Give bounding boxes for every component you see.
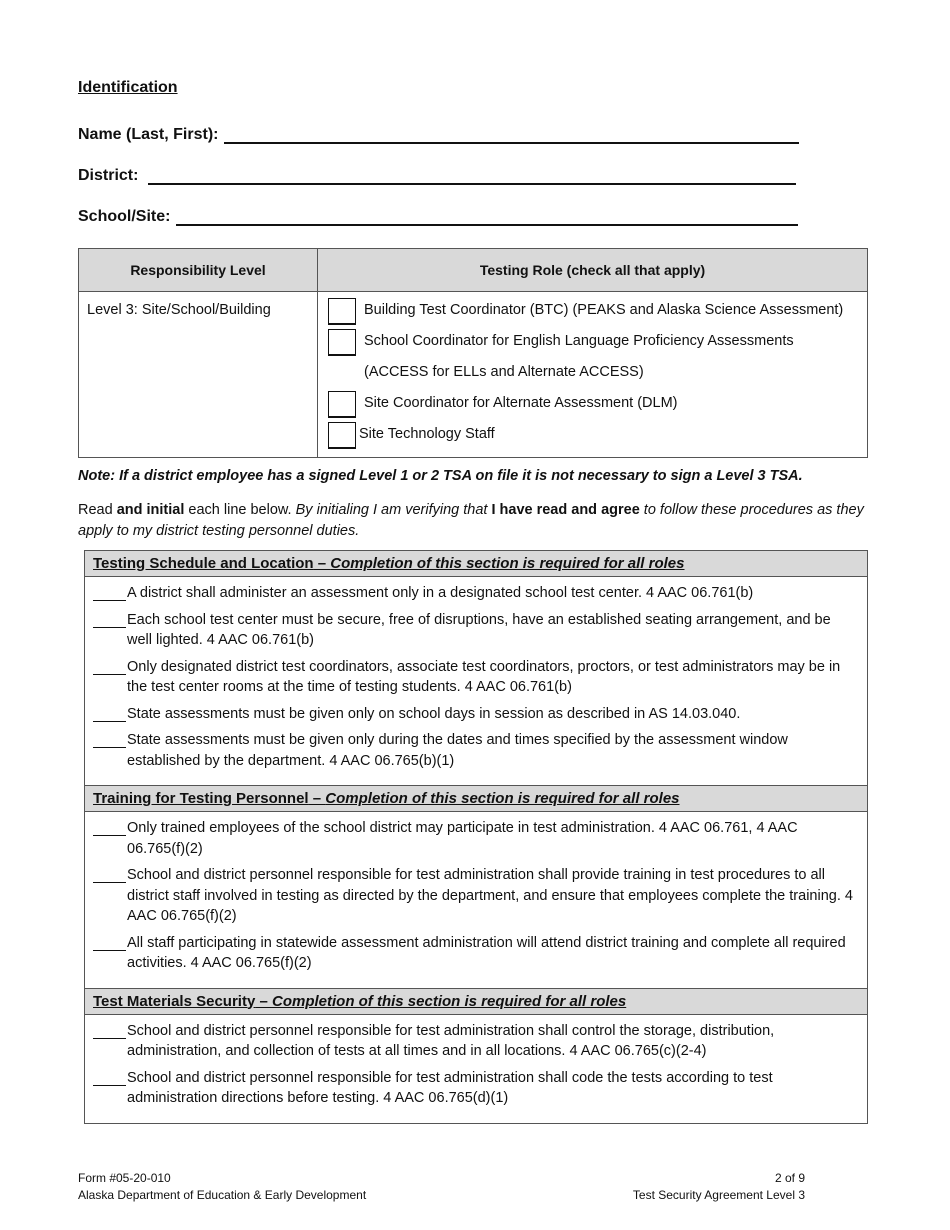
footer-left — [78, 1170, 366, 1204]
role-checkbox-elp-coordinator[interactable] — [328, 329, 356, 356]
list-item — [93, 818, 859, 859]
section-title-schedule: Testing Schedule and Location — [93, 555, 314, 572]
identification-heading: Identification — [78, 79, 178, 96]
instructions-paragraph — [78, 500, 873, 542]
list-item — [93, 583, 859, 604]
responsibility-level-value: Level 3: Site/School/Building — [79, 292, 318, 458]
list-item — [93, 730, 859, 771]
district-field-line[interactable] — [148, 168, 796, 185]
role-label-technology-staff: Site Technology Staff — [359, 426, 495, 442]
department-name: Alaska Department of Education & Early Development — [78, 1188, 367, 1202]
section-subtitle-materials: Completion of this section is required for all roles — [271, 992, 627, 1010]
school-site-field-label: School/Site: — [78, 208, 171, 225]
section-title-training: Training for Testing Personnel — [93, 790, 309, 807]
list-item — [93, 1021, 859, 1062]
section-header-training: Training for Testing Personnel – Completion of this section is required for all roles — [85, 786, 867, 812]
intro-part-5: I have read and agree — [491, 502, 640, 518]
tsa-note: Note: If a district employee has a signed Level 1 or 2 TSA on file it is not necessary to sign a Level 3 TSA. — [78, 468, 803, 484]
item-text: Only designated district test coordinators, associate test coordinators, proctors, or test administrators may be in the test center rooms at the time of testing students. 4 AAC 06.761(b) — [127, 658, 841, 695]
responsibility-level-header: Responsibility Level — [79, 249, 318, 292]
initial-blank[interactable] — [93, 865, 127, 927]
responsibility-role-table — [78, 248, 868, 458]
role-checkbox-btc[interactable] — [328, 298, 356, 325]
item-text: Only trained employees of the school district may participate in test administration. 4 AAC 06.761, 4 AAC 06.765(f)(2) — [127, 820, 798, 857]
list-item — [93, 1068, 859, 1109]
list-item — [93, 704, 859, 725]
section-items-training — [85, 812, 867, 989]
role-item-btc — [328, 298, 867, 329]
item-text: A district shall administer an assessment only in a designated school test center. 4 AAC 06.761(b) — [127, 585, 754, 601]
footer-right — [633, 1170, 805, 1204]
intro-part-3: each line below. — [184, 502, 296, 518]
role-item-technology-staff — [328, 422, 867, 453]
item-text: All staff participating in statewide assessment administration will attend district training and complete all required activities. 4 AAC 06.765(f)(2) — [127, 934, 846, 971]
section-subtitle-schedule: Completion of this section is required for all roles — [330, 555, 685, 572]
initial-blank[interactable] — [93, 818, 127, 859]
role-label-elp-coordinator: School Coordinator for English Language Proficiency Assessments — [364, 333, 794, 349]
role-item-elp-coordinator — [328, 329, 867, 360]
intro-part-1: Read — [78, 502, 117, 518]
page-number: 2 of 9 — [774, 1171, 805, 1185]
testing-role-header: Testing Role (check all that apply) — [318, 249, 868, 292]
agreement-sections — [84, 550, 868, 1124]
item-text: State assessments must be given only on school days in session as described in AS 14.03.040. — [127, 705, 741, 722]
role-checkbox-dlm-coordinator[interactable] — [328, 391, 356, 418]
initial-blank[interactable] — [93, 704, 127, 725]
initial-blank[interactable] — [93, 1068, 127, 1109]
name-field — [78, 126, 799, 144]
item-text: School and district personnel responsible for test administration shall control the storage, distribution, administration, and collection of tests at all times and in all locations. 4 AAC 06.765(c)(2-4) — [127, 1022, 775, 1059]
school-site-field-line[interactable] — [176, 209, 798, 226]
testing-role-cell — [318, 292, 868, 458]
list-item — [93, 657, 859, 698]
name-field-line[interactable] — [224, 127, 799, 144]
section-header-schedule: Testing Schedule and Location – Completion of this section is required for all roles — [85, 551, 867, 577]
role-label-elp-continuation: (ACCESS for ELLs and Alternate ACCESS) — [364, 364, 644, 380]
name-field-label: Name (Last, First): — [78, 126, 219, 143]
item-text: School and district personnel responsible for test administration shall provide training in test procedures to all district staff involved in testing as directed by the department, and ensure that employees complete the training. 4 AAC 06.765(f)(2) — [127, 867, 853, 924]
item-text: Each school test center must be secure, free of disruptions, have an established seating arrangement, and be well lighted. 4 AAC 06.761(b) — [127, 611, 831, 648]
initial-blank[interactable] — [93, 583, 127, 604]
intro-part-2: and initial — [116, 502, 185, 518]
section-header-materials: Test Materials Security – Completion of this section is required for all roles — [85, 989, 867, 1015]
list-item — [93, 865, 859, 927]
form-number: Form #05-20-010 — [78, 1171, 171, 1185]
district-field-label: District: — [78, 167, 139, 184]
role-checkbox-technology-staff[interactable] — [328, 422, 356, 449]
district-field — [78, 167, 796, 185]
initial-blank[interactable] — [93, 1021, 127, 1062]
initial-blank[interactable] — [93, 933, 127, 974]
role-item-elp-continuation — [328, 360, 867, 391]
intro-part-4: By initialing I am verifying that — [295, 502, 492, 518]
section-subtitle-training: Completion of this section is required for all roles — [325, 790, 680, 807]
list-item — [93, 933, 859, 974]
role-item-dlm-coordinator — [328, 391, 867, 422]
item-text: State assessments must be given only during the dates and times specified by the assessment window established by the department. 4 AAC 06.765(b)(1) — [127, 732, 788, 769]
section-items-materials — [85, 1015, 867, 1123]
initial-blank[interactable] — [93, 610, 127, 651]
document-title: Test Security Agreement Level 3 — [632, 1188, 805, 1202]
section-title-materials: Test Materials Security — [93, 992, 256, 1010]
list-item — [93, 610, 859, 651]
role-label-dlm-coordinator: Site Coordinator for Alternate Assessment (DLM) — [364, 395, 678, 411]
item-text: School and district personnel responsible for test administration shall code the tests according to test administration directions before testing. 4 AAC 06.765(d)(1) — [127, 1069, 773, 1106]
section-items-schedule — [85, 577, 867, 786]
school-site-field — [78, 208, 798, 226]
initial-blank[interactable] — [93, 657, 127, 698]
initial-blank[interactable] — [93, 730, 127, 771]
role-label-btc: Building Test Coordinator (BTC) (PEAKS and Alaska Science Assessment) — [364, 302, 844, 318]
intro-part-6: to follow these procedures as they apply to my district testing personnel duties. — [78, 502, 864, 539]
